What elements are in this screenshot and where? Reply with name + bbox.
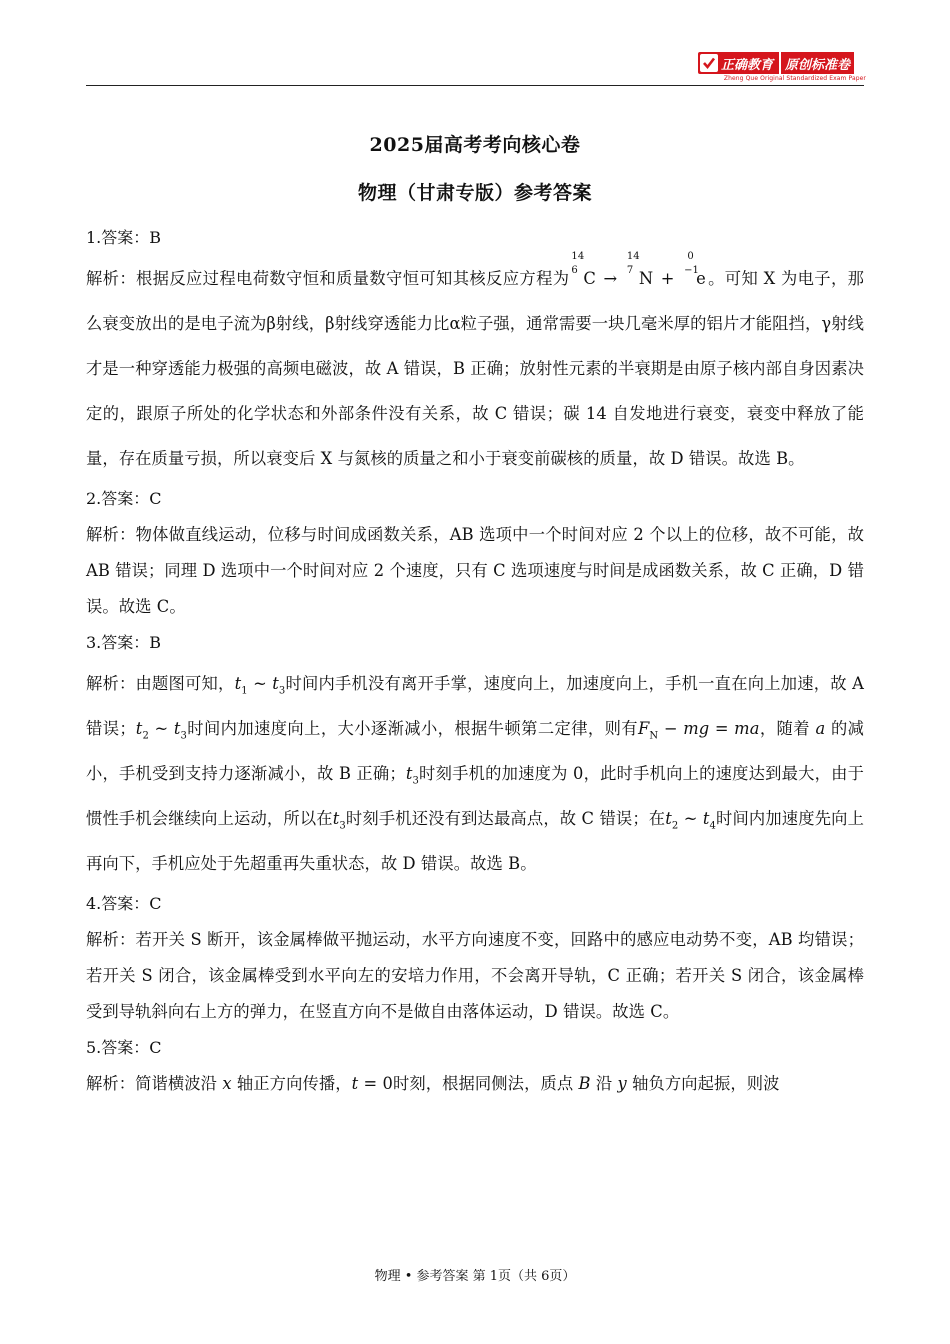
q3-text-4: ，随着 (759, 719, 810, 738)
q1-equation: 14 6 C → 14 7 N + 0 −1 e (571, 251, 706, 288)
q5-text-2: 轴正方向传播， (236, 1074, 352, 1093)
q3-explanation: 解析：由题图可知，$t_1$ ~ $t_3$时间内手机没有离开手掌，速度向上，加速度向上，手机一直在向上加速，故 A 错误；$t_2$ ~ $t_3$时间内加速度向上，大小逐渐减小，根据牛顿第二定律，则有$F_N$ − mg = ma，随着 a 的减小，手机受到支持力逐渐减小，故 B 正确；$t_3$时刻手机的加速度为 0，此时手机向上的速度达到最大，由于惯性手机会继续向上运动，所以在$t_3$时刻手机还没有到达最高点，故 C 错误；在$t_2$ ~ $t_4$时间内加速度先向上再向下，手机应处于先超重再失重状态，故 D 错误。故选 B。 (86, 674, 865, 873)
q3-text-5: 的减小，手机受到支持力逐渐减小，故 B 正确； (86, 719, 865, 783)
logo-left-text: 正确教育 (721, 57, 774, 73)
header-divider (86, 85, 864, 86)
logo-subtitle: Zheng Que Original Standardized Exam Paper (723, 75, 866, 82)
q4-explanation: 解析：若开关 S 断开，该金属棒做平抛运动，水平方向速度不变，回路中的感应电动势不变，AB 均错误；若开关 S 闭合，该金属棒受到水平向左的安培力作用，不会离开导轨，C 正确；若开关 S 闭合，该金属棒受到导轨斜向右上方的弹力，在竖直方向不是做自由落体运动，D 错误。故选 C。 (86, 930, 864, 1021)
q3-text-2: 时间内手机没有离开手掌，速度向上，加速度向上，手机一直在向上加速，故 A 错误； (86, 674, 864, 738)
q3-text-3: 时间内加速度向上，大小逐渐减小，根据牛顿第二定律，则有 (186, 719, 638, 738)
q3-text-1: 解析：由题图可知， (86, 674, 235, 693)
page-footer: 物理 • 参考答案 第 1页（共 6页） (374, 1269, 576, 1284)
q3-text-6: 时刻手机的加速度为 0，此时手机向上的速度达到最大，由于惯性手机会继续向上运动，所以在 (86, 764, 865, 828)
q3-text-7: 时刻手机还没有到达最高点，故 C 错误；在 (345, 809, 666, 828)
brand-logo (698, 52, 866, 82)
logo-left (698, 52, 779, 74)
q5-answer: 5.答案：C (86, 1038, 162, 1057)
q5-text-4: 沿 (595, 1074, 613, 1093)
page-title: 2025届高考考向核心卷 (369, 134, 581, 156)
q2-explanation: 解析：物体做直线运动，位移与时间成函数关系，AB 选项中一个时间对应 2 个以上的位移，故不可能，故 AB 错误；同理 D 选项中一个时间对应 2 个速度，只有 C 选项速度与时间是成函数关系，故 C 正确，D 错误。故选 C。 (86, 525, 864, 616)
q1-text-a: 解析：根据反应过程电荷数守恒和质量数守恒可知其核反应方程为 (86, 269, 570, 288)
q5-explanation: 解析：简谐横波沿 x 轴正方向传播，t = 0时刻，根据同侧法，质点 B 沿 y 轴负方向起振，则波 (86, 1074, 780, 1093)
q5-text-1: 解析：简谐横波沿 (86, 1074, 218, 1093)
check-icon (700, 54, 718, 72)
q5-text-3: 时刻，根据同侧法，质点 (393, 1074, 574, 1093)
logo-right-text: 原创标准卷 (779, 52, 854, 74)
q5-text-5: 轴负方向起振，则波 (632, 1074, 780, 1093)
q4-answer: 4.答案：C (86, 894, 162, 913)
q2-answer: 2.答案：C (86, 489, 162, 508)
q3-answer: 3.答案：B (86, 633, 162, 652)
q1-answer: 1.答案：B (86, 228, 162, 247)
q3-text-8: 时间内加速度先向上再向下，手机应处于先超重再失重状态，故 D 错误。故选 B。 (86, 809, 864, 873)
answer-content (86, 220, 864, 1102)
q1-explanation (86, 251, 864, 481)
page-subtitle: 物理（甘肃专版）参考答案 (357, 182, 592, 204)
q1-text-b: 。可知 X 为电子，那么衰变放出的是电子流为β射线，β射线穿透能力比α粒子强，通常需要一块几毫米厚的铝片才能阻挡，γ射线才是一种穿透能力极强的高频电磁波，故 A 错误，B 正确；放射性元素的半衰期是由原子核内部自身因素决定的，跟原子所处的化学状态和外部条件没有关系，故 C 错误；碳 14 自发地进行衰变，衰变中释放了能量，存在质量亏损，所以衰变后 X 与氮核的质量之和小于衰变前碳核的质量，故 D 错误。故选 B。 (86, 269, 864, 468)
